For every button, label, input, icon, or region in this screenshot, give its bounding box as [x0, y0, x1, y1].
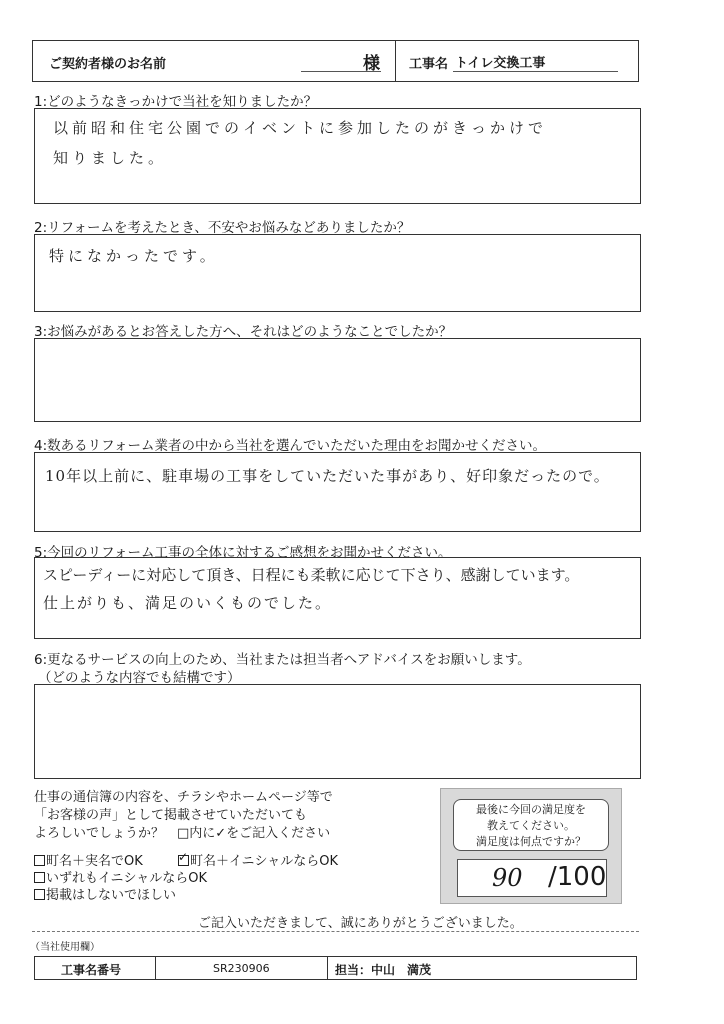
- question-6-sublabel: （どのような内容でも結構です）: [38, 670, 241, 686]
- answer-1-line-1: 以前昭和住宅公園でのイベントに参加したのがきっかけで: [53, 119, 548, 137]
- office-cell-divider-2: [327, 957, 328, 979]
- customer-name-label: ご契約者様のお名前: [49, 57, 167, 72]
- option-real-name-label: 町名＋実名でOK: [46, 854, 143, 869]
- staff-label: 担当：中山 満茂: [335, 963, 432, 977]
- option-initials-all-label: いずれもイニシャルならOK: [46, 871, 207, 886]
- answer-box-5[interactable]: [34, 557, 641, 639]
- answer-4-line-1: 10年以上前に、駐車場の工事をしていただいた事があり、好印象だったので。: [45, 467, 610, 485]
- question-3-label: 3:お悩みがあるとお答えした方へ、それはどのようなことでしたか？: [34, 324, 453, 340]
- checkbox-no-publish[interactable]: [34, 889, 45, 900]
- score-box[interactable]: [457, 859, 607, 897]
- answer-box-6[interactable]: [34, 684, 641, 779]
- answer-1-line-2: 知りました。: [53, 149, 168, 167]
- checkbox-initials-town[interactable]: [178, 855, 189, 866]
- option-initials-town-label: 町名＋イニシャルならOK: [190, 854, 338, 869]
- question-5-label: 5:今回のリフォーム工事の全体に対するご感想をお聞かせください。: [34, 545, 452, 561]
- office-cell-divider-1: [155, 957, 156, 979]
- honorific: 様: [363, 54, 380, 74]
- header-divider: [395, 41, 396, 81]
- consent-line-3: よろしいでしょうか？ □内に✓をご記入ください: [34, 826, 331, 841]
- project-number-label: 工事名番号: [61, 963, 122, 977]
- satisfaction-line-3: 満足度は何点ですか？: [476, 835, 586, 848]
- consent-line-1: 仕事の通信簿の内容を、チラシやホームページ等で: [34, 790, 333, 805]
- office-use-table: [34, 956, 637, 980]
- satisfaction-line-1: 最後に今回の満足度を: [476, 803, 586, 816]
- answer-box-1[interactable]: [34, 108, 641, 204]
- answer-5-line-1: スピーディーに対応して頂き、日程にも柔軟に応じて下さり、感謝しています。: [43, 566, 580, 584]
- question-6-label: 6:更なるサービスの向上のため、当社または担当者へアドバイスをお願いします。: [34, 652, 531, 668]
- answer-5-line-2: 仕上がりも、満足のいくものでした。: [43, 594, 333, 612]
- header-box: [32, 40, 639, 82]
- satisfaction-line-2: 教えてください。: [487, 819, 575, 832]
- score-max: /100: [548, 862, 607, 892]
- project-label: 工事名: [409, 57, 449, 72]
- project-number-value: SR230906: [213, 962, 270, 975]
- answer-box-2[interactable]: [34, 234, 641, 312]
- score-value: 90: [492, 864, 523, 892]
- thanks-message: ご記入いただきまして、誠にありがとうございました。: [198, 916, 523, 931]
- satisfaction-panel: [440, 788, 622, 904]
- question-1-label: 1:どのようなきっかけで当社を知りましたか？: [34, 94, 318, 110]
- checkbox-real-name[interactable]: [34, 855, 45, 866]
- consent-line-2: 「お客様の声」として掲載させていただいても: [34, 808, 308, 823]
- answer-box-3[interactable]: [34, 338, 641, 422]
- option-no-publish[interactable]: [34, 884, 176, 903]
- project-name: トイレ交換工事: [455, 56, 546, 71]
- satisfaction-question-box: [453, 799, 609, 851]
- option-no-publish-label: 掲載はしないでほしい: [46, 888, 177, 903]
- answer-2-line-1: 特になかったです。: [49, 247, 219, 265]
- dashed-divider: [32, 931, 639, 932]
- answer-box-4[interactable]: [34, 452, 641, 532]
- checkbox-initials-all[interactable]: [34, 872, 45, 883]
- question-4-label: 4:数あるリフォーム業者の中から当社を選んでいただいた理由をお聞かせください。: [34, 438, 546, 454]
- office-use-label: （当社使用欄）: [30, 942, 100, 953]
- project-underline: [453, 71, 618, 72]
- question-2-label: 2:リフォームを考えたとき、不安やお悩みなどありましたか？: [34, 220, 411, 236]
